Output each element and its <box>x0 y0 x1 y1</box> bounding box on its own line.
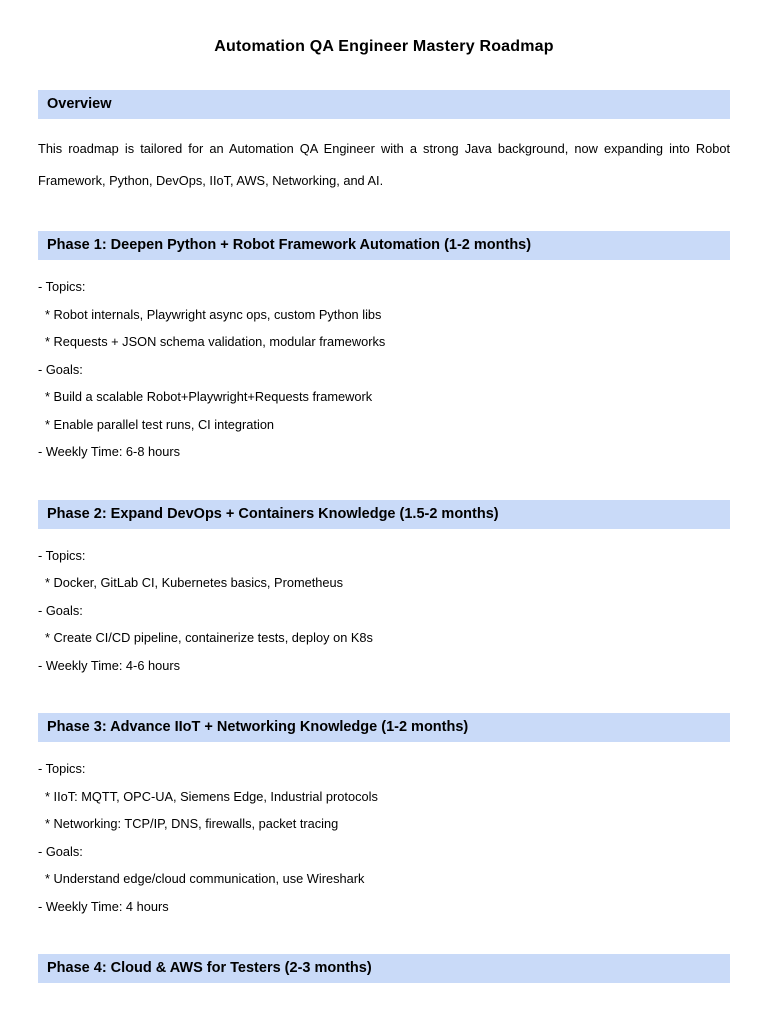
section-phase-4 <box>38 954 730 983</box>
list-item: - Goals: <box>38 361 83 377</box>
list-item: * Robot internals, Playwright async ops, custom Python libs <box>45 306 382 322</box>
section-overview <box>38 90 730 197</box>
section-phase-3 <box>38 713 730 920</box>
phase-1-list <box>38 273 730 466</box>
list-item: - Goals: <box>38 843 83 859</box>
list-item: - Weekly Time: 4-6 hours <box>38 657 180 673</box>
list-item: - Topics: <box>38 761 86 776</box>
section-heading-phase-4: Phase 4: Cloud & AWS for Testers (2-3 months) <box>38 954 730 983</box>
section-heading-phase-2: Phase 2: Expand DevOps + Containers Knowledge (1.5-2 months) <box>38 500 730 529</box>
list-item: * Enable parallel test runs, CI integration <box>45 416 275 432</box>
phase-3-list <box>38 755 730 920</box>
list-item: * Understand edge/cloud communication, use Wireshark <box>45 871 365 886</box>
section-heading-overview: Overview <box>38 90 730 119</box>
section-heading-phase-1: Phase 1: Deepen Python + Robot Framework Automation (1-2 months) <box>38 231 730 260</box>
section-phase-1 <box>38 231 730 466</box>
list-item: - Weekly Time: 4 hours <box>38 898 169 914</box>
list-item: - Topics: <box>38 547 86 563</box>
phase-2-list <box>38 542 730 680</box>
list-item: * Build a scalable Robot+Playwright+Requests framework <box>45 389 373 404</box>
list-item: - Weekly Time: 6-8 hours <box>38 444 180 459</box>
list-item: * IIoT: MQTT, OPC-UA, Siemens Edge, Industrial protocols <box>45 788 378 804</box>
overview-paragraph: This roadmap is tailored for an Automation QA Engineer with a strong Java background, now expanding into Robot Framework, Python, DevOps, IIoT, AWS, Networking, and AI. <box>38 141 730 188</box>
list-item: * Requests + JSON schema validation, modular frameworks <box>45 334 386 349</box>
list-item: * Networking: TCP/IP, DNS, firewalls, packet tracing <box>45 816 339 831</box>
list-item: - Topics: <box>38 279 86 294</box>
list-item: * Docker, GitLab CI, Kubernetes basics, Prometheus <box>45 575 344 590</box>
list-item: * Create CI/CD pipeline, containerize tests, deploy on K8s <box>45 630 373 645</box>
page-title: Automation QA Engineer Mastery Roadmap <box>214 38 554 55</box>
section-phase-2 <box>38 500 730 680</box>
section-heading-phase-3: Phase 3: Advance IIoT + Networking Knowledge (1-2 months) <box>38 713 730 742</box>
list-item: - Goals: <box>38 602 83 618</box>
